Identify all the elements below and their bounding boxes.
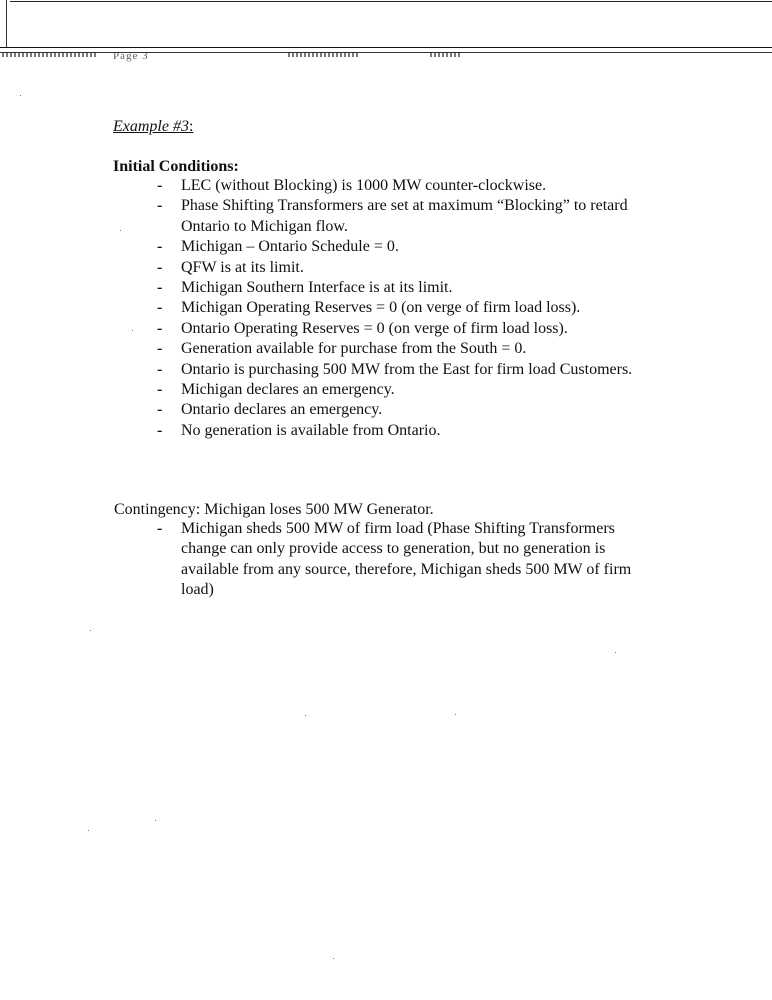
bullet-dash: - bbox=[157, 340, 163, 358]
bullet-dash: - bbox=[157, 197, 163, 215]
list-item bbox=[157, 278, 657, 298]
list-item bbox=[157, 421, 657, 441]
bullet-dash: - bbox=[157, 381, 163, 399]
example-title bbox=[113, 117, 193, 137]
list-item bbox=[157, 298, 657, 318]
bullet-dash: - bbox=[157, 299, 163, 317]
contingency-list bbox=[157, 519, 657, 601]
list-item bbox=[157, 339, 657, 359]
list-item-text: Michigan Operating Reserves = 0 (on verge of firm load loss). bbox=[181, 299, 581, 317]
list-item-text: Ontario is purchasing 500 MW from the East for firm load Customers. bbox=[181, 360, 633, 378]
list-item-text: Michigan – Ontario Schedule = 0. bbox=[181, 238, 399, 256]
list-item bbox=[157, 360, 657, 380]
bullet-dash: - bbox=[157, 279, 163, 297]
list-item-text: Ontario Operating Reserves = 0 (on verge of firm load loss). bbox=[181, 319, 568, 337]
list-item-text: Ontario declares an emergency. bbox=[181, 401, 383, 419]
list-item-text: No generation is available from Ontario. bbox=[181, 421, 441, 439]
list-item bbox=[157, 196, 657, 237]
list-item-text: Michigan Southern Interface is at its limit. bbox=[181, 279, 453, 297]
example-title-text: Example #3 bbox=[113, 118, 189, 135]
list-item bbox=[157, 258, 657, 278]
list-item bbox=[157, 176, 657, 196]
bullet-dash: - bbox=[157, 177, 163, 194]
bullet-dash: - bbox=[157, 401, 163, 419]
list-item bbox=[157, 237, 657, 257]
initial-conditions-heading: Initial Conditions: bbox=[113, 158, 239, 175]
list-item-text: Michigan declares an emergency. bbox=[181, 381, 395, 399]
bullet-dash: - bbox=[157, 258, 163, 276]
list-item-text: QFW is at its limit. bbox=[181, 258, 304, 276]
bullet-dash: - bbox=[157, 421, 163, 439]
list-item bbox=[157, 519, 657, 601]
bullet-dash: - bbox=[157, 360, 163, 378]
list-item-text: LEC (without Blocking) is 1000 MW counter-clockwise. bbox=[181, 177, 547, 194]
bullet-dash: - bbox=[157, 520, 163, 537]
initial-conditions-list bbox=[157, 176, 657, 441]
list-item-text: Michigan sheds 500 MW of firm load (Phase Shifting Transformers change can only provide access to generation, but no generation is available from any source, therefore, Michigan sheds 500 MW of firm load) bbox=[181, 520, 632, 599]
example-title-colon: : bbox=[188, 118, 194, 135]
list-item bbox=[157, 319, 657, 339]
list-item-text: Phase Shifting Transformers are set at maximum “Blocking” to retard Ontario to Michigan flow. bbox=[181, 197, 628, 235]
page-header-fragment: Page 3 bbox=[113, 50, 149, 62]
contingency-heading: Contingency: Michigan loses 500 MW Generator. bbox=[114, 501, 434, 518]
list-item bbox=[157, 380, 657, 400]
list-item bbox=[157, 400, 657, 420]
bullet-dash: - bbox=[157, 319, 163, 337]
bullet-dash: - bbox=[157, 238, 163, 256]
list-item-text: Generation available for purchase from the South = 0. bbox=[181, 340, 527, 358]
